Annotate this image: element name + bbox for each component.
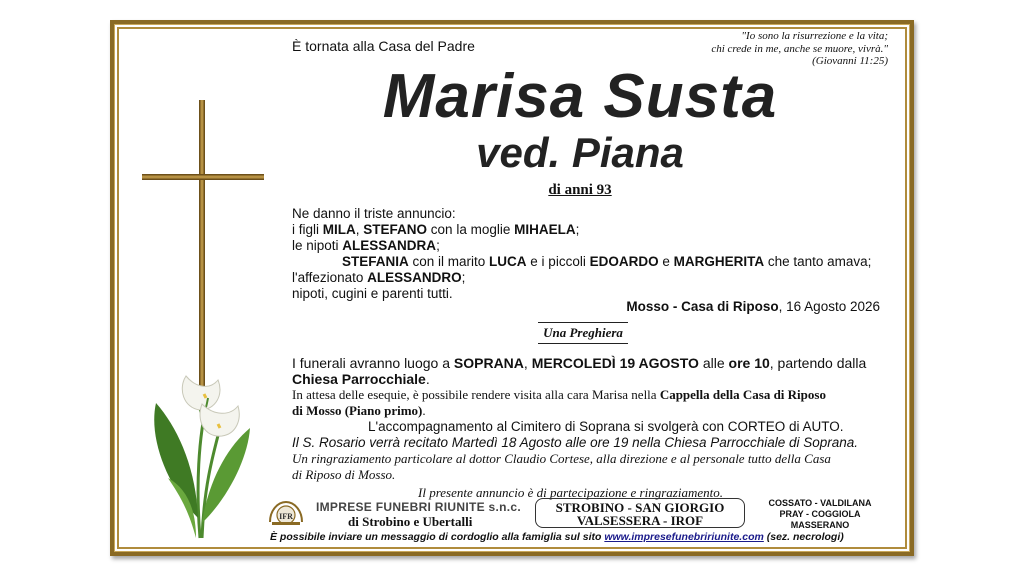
funeral-details bbox=[292, 355, 866, 501]
funeral-line: L'accompagnamento al Cimitero di Soprana si svolgerà con CORTEO di AUTO. bbox=[368, 419, 844, 434]
quote-line-2: chi crede in me, anche se muore, vivrà." bbox=[711, 42, 888, 55]
announcement-line: i figli MILA, STEFANO con la moglie MIHAELA; bbox=[292, 222, 580, 237]
quote-line-1: "Io sono la risurrezione e la vita; bbox=[741, 30, 888, 42]
quote-reference: (Giovanni 11:25) bbox=[812, 55, 888, 67]
condolence-text: È possibile inviare un messaggio di cordoglio alla famiglia sul sito bbox=[270, 531, 605, 543]
announcement-block bbox=[292, 206, 871, 302]
other-locations bbox=[760, 498, 880, 531]
location-line: PRAY - COGGIOLA bbox=[779, 509, 861, 519]
prayer-label: Una Preghiera bbox=[538, 322, 628, 344]
place-date: Mosso - Casa di Riposo, 16 Agosto 2026 bbox=[626, 299, 880, 314]
funeral-line: Il presente annuncio è di partecipazione e ringraziamento. bbox=[418, 485, 723, 500]
funeral-line: Il S. Rosario verrà recitato Martedì 18 Agosto alle ore 19 nella Chiesa Parrocchiale di Soprana. bbox=[292, 435, 859, 450]
funeral-line: In attesa delle esequie, è possibile rendere visita alla cara Marisa nella Cappella della Casa di Riposo bbox=[292, 387, 826, 402]
funeral-line: Chiesa Parrocchiale. bbox=[292, 371, 430, 387]
announcement-line: l'affezionato ALESSANDRO; bbox=[292, 270, 466, 285]
funeral-line: Un ringraziamento particolare al dottor Claudio Cortese, alla direzione e al personale tutto della Casa bbox=[292, 451, 831, 466]
locations-line: STROBINO - SAN GIORGIO bbox=[555, 500, 725, 515]
announcement-line: le nipoti ALESSANDRA; bbox=[292, 238, 440, 253]
location-line: COSSATO - VALDILANA bbox=[768, 498, 872, 508]
company-name: IMPRESE FUNEBRI RIUNITE s.n.c. bbox=[316, 500, 522, 514]
widow-of: ved. Piana bbox=[476, 129, 684, 176]
svg-text:IFR: IFR bbox=[279, 512, 293, 521]
company-logo-icon bbox=[268, 500, 304, 526]
announcement-line: STEFANIA con il marito LUCA e i piccoli EDOARDO e MARGHERITA che tanto amava; bbox=[342, 254, 872, 269]
company-owners: di Strobino e Ubertalli bbox=[348, 514, 473, 529]
website-link[interactable]: www.impresefunebririunite.com bbox=[604, 531, 764, 543]
condolence-suffix: (sez. necrologi) bbox=[763, 531, 844, 543]
funeral-line: I funerali avranno luogo a SOPRANA, MERCOLEDÌ 19 AGOSTO alle ore 10, partendo dalla bbox=[292, 355, 867, 371]
announcement-line: Ne danno il triste annuncio: bbox=[292, 206, 456, 221]
age-label: di anni 93 bbox=[548, 182, 612, 198]
cross-with-lilies-icon bbox=[138, 98, 268, 543]
funeral-line: di Mosso (Piano primo). bbox=[292, 403, 426, 418]
intro-text: È tornata alla Casa del Padre bbox=[292, 38, 475, 54]
announcement-line: nipoti, cugini e parenti tutti. bbox=[292, 286, 453, 301]
deceased-name: Marisa Susta bbox=[382, 62, 778, 131]
locations-line: VALSESSERA - IROF bbox=[576, 513, 704, 528]
condolence-note bbox=[270, 531, 844, 543]
funeral-line: di Riposo di Mosso. bbox=[292, 467, 396, 482]
location-line: MASSERANO bbox=[790, 520, 850, 530]
locations-box bbox=[535, 498, 745, 528]
